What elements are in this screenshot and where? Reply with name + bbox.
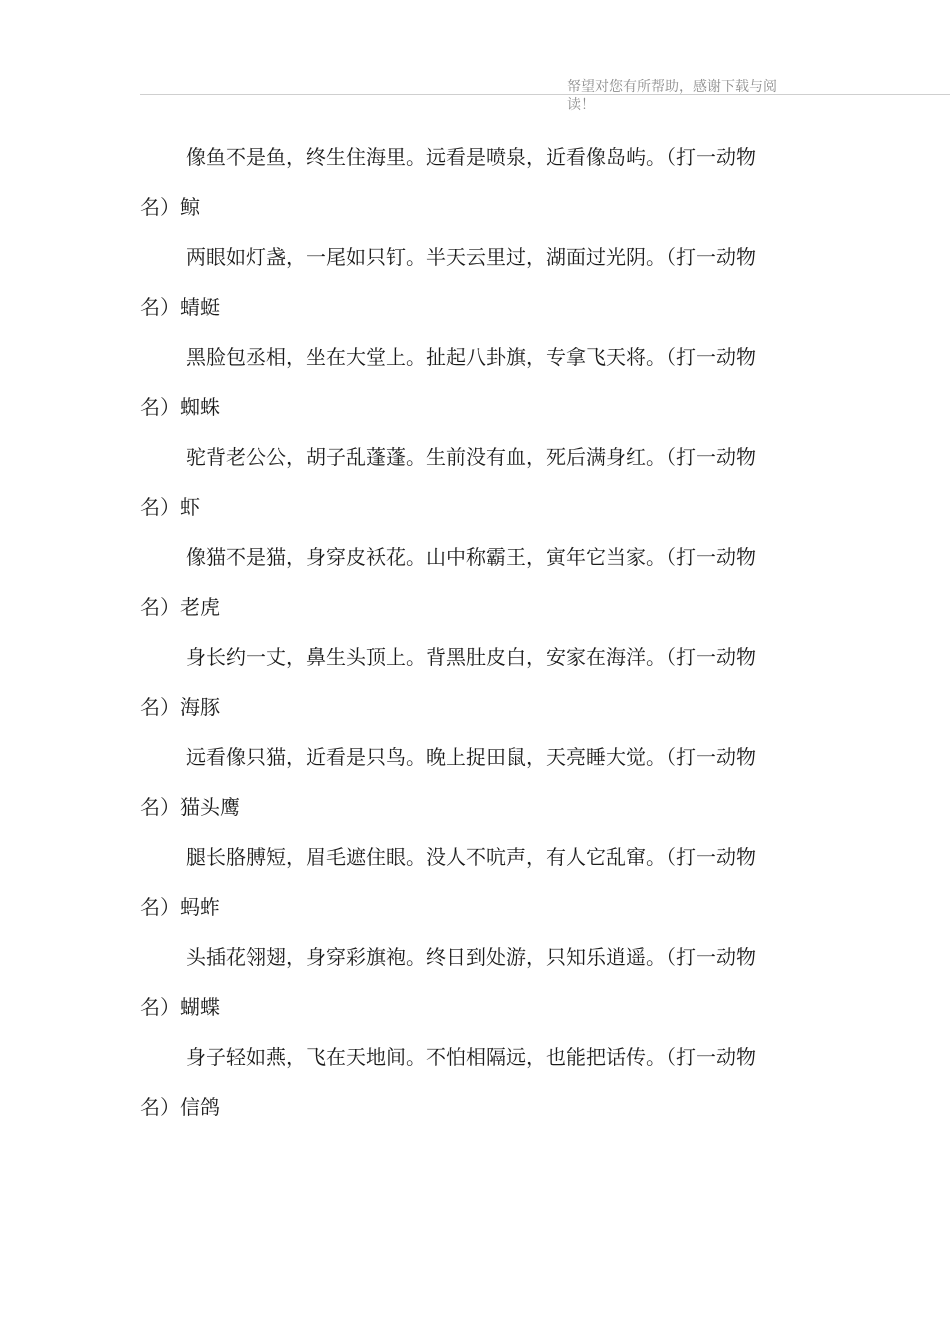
riddle-question: 腿长胳膊短，眉毛遮住眼。没人不吭声，有人它乱窜。（打一动物 — [186, 845, 756, 869]
riddle-item — [140, 132, 820, 232]
riddle-answer: 名）蝴蝶 — [140, 995, 220, 1019]
riddle-item — [140, 732, 820, 832]
riddle-question: 两眼如灯盏，一尾如只钉。半天云里过，湖面过光阴。（打一动物 — [186, 245, 756, 269]
riddle-question: 远看像只猫，近看是只鸟。晚上捉田鼠，天亮睡大觉。（打一动物 — [186, 745, 756, 769]
riddle-list — [140, 132, 820, 1132]
riddle-question: 像猫不是猫，身穿皮袄花。山中称霸王，寅年它当家。（打一动物 — [186, 545, 756, 569]
riddle-item — [140, 432, 820, 532]
header-note: 帑望对您有所帮助，感谢下载与阅读！ — [567, 79, 777, 113]
riddle-answer: 名）蚂蚱 — [140, 895, 220, 919]
riddle-question: 黑脸包丞相，坐在大堂上。扯起八卦旗，专拿飞天将。（打一动物 — [186, 345, 756, 369]
riddle-question: 像鱼不是鱼，终生住海里。远看是喷泉，近看像岛屿。（打一动物 — [186, 145, 756, 169]
riddle-question: 驼背老公公，胡子乱蓬蓬。生前没有血，死后满身红。（打一动物 — [186, 445, 756, 469]
riddle-question: 头插花翎翅，身穿彩旗袍。终日到处游，只知乐逍遥。（打一动物 — [186, 945, 756, 969]
riddle-item — [140, 332, 820, 432]
riddle-item — [140, 232, 820, 332]
riddle-item — [140, 532, 820, 632]
riddle-answer: 名）鲸 — [140, 195, 200, 219]
riddle-answer: 名）猫头鹰 — [140, 795, 240, 819]
riddle-answer: 名）虾 — [140, 495, 200, 519]
riddle-answer: 名）蜘蛛 — [140, 395, 220, 419]
riddle-question: 身长约一丈，鼻生头顶上。背黑肚皮白，安家在海洋。（打一动物 — [186, 645, 756, 669]
riddle-question: 身子轻如燕，飞在天地间。不怕相隔远，也能把话传。（打一动物 — [186, 1045, 756, 1069]
riddle-answer: 名）海豚 — [140, 695, 220, 719]
riddle-item — [140, 1032, 820, 1132]
riddle-item — [140, 832, 820, 932]
riddle-answer: 名）蜻蜓 — [140, 295, 220, 319]
header-rule — [140, 94, 950, 95]
riddle-answer: 名）信鸽 — [140, 1095, 220, 1119]
riddle-answer: 名）老虎 — [140, 595, 220, 619]
riddle-item — [140, 632, 820, 732]
riddle-item — [140, 932, 820, 1032]
